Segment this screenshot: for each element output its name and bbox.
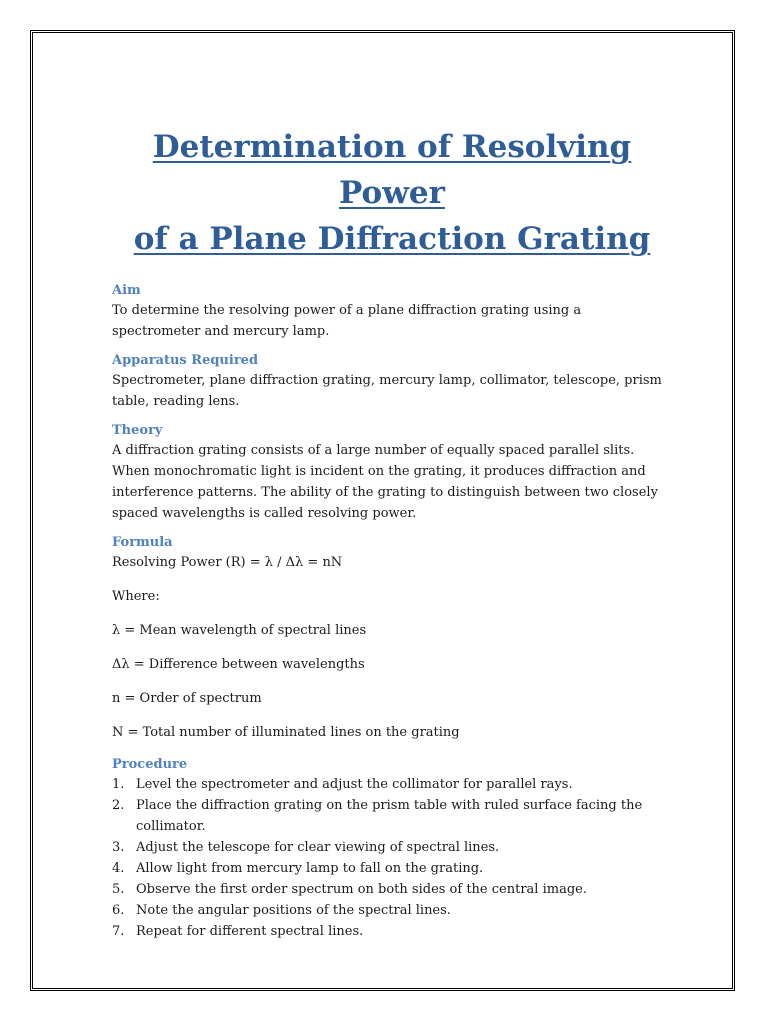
step-text: Repeat for different spectral lines. [136,924,364,939]
formula-lambda-def: λ = Mean wavelength of spectral lines [112,623,367,638]
procedure-step [112,858,672,879]
apparatus-section [112,352,672,412]
step-number: 1. [112,777,125,792]
step-number: 5. [112,882,125,897]
step-text: Place the diffraction grating on the prism table with ruled surface facing the collimator. [136,798,643,834]
formula-n-def: n = Order of spectrum [112,691,262,706]
procedure-step [112,795,672,837]
theory-heading: Theory [112,423,163,438]
formula-delta-lambda-def: Δλ = Difference between wavelengths [112,657,365,672]
theory-section [112,422,672,524]
formula-heading: Formula [112,535,173,550]
title-line-2: of a Plane Diffraction Grating [133,221,651,257]
document-body [112,124,672,942]
step-number: 2. [112,798,125,813]
formula-section [112,534,672,743]
step-number: 7. [112,924,125,939]
apparatus-heading: Apparatus Required [112,353,259,368]
step-number: 6. [112,903,125,918]
procedure-section [112,756,672,942]
step-number: 4. [112,861,125,876]
step-text: Note the angular positions of the spectral lines. [136,903,451,918]
step-text: Observe the first order spectrum on both sides of the central image. [136,882,587,897]
theory-text: A diffraction grating consists of a large number of equally spaced parallel slits. When monochromatic light is incident on the grating, it produces diffraction and interference patterns. The ability of the grating to distinguish between two closely spaced wavelengths is called resolving power. [112,443,658,521]
title-line-1: Determination of Resolving Power [152,129,632,211]
procedure-step [112,921,672,942]
step-text: Level the spectrometer and adjust the collimator for parallel rays. [136,777,573,792]
procedure-step [112,900,672,921]
procedure-step [112,879,672,900]
procedure-step [112,774,672,795]
aim-section [112,282,672,342]
formula-equation: Resolving Power (R) = λ / Δλ = nN [112,555,343,570]
formula-where: Where: [112,589,160,604]
step-number: 3. [112,840,125,855]
procedure-heading: Procedure [112,757,188,772]
aim-heading: Aim [112,283,141,298]
procedure-list [112,774,672,942]
formula-N-def: N = Total number of illuminated lines on the grating [112,725,460,740]
document-title [112,124,672,262]
step-text: Allow light from mercury lamp to fall on the grating. [136,861,484,876]
step-text: Adjust the telescope for clear viewing of spectral lines. [136,840,500,855]
apparatus-text: Spectrometer, plane diffraction grating, mercury lamp, collimator, telescope, prism table, reading lens. [112,373,662,409]
aim-text: To determine the resolving power of a plane diffraction grating using a spectrometer and mercury lamp. [112,303,582,339]
procedure-step [112,837,672,858]
